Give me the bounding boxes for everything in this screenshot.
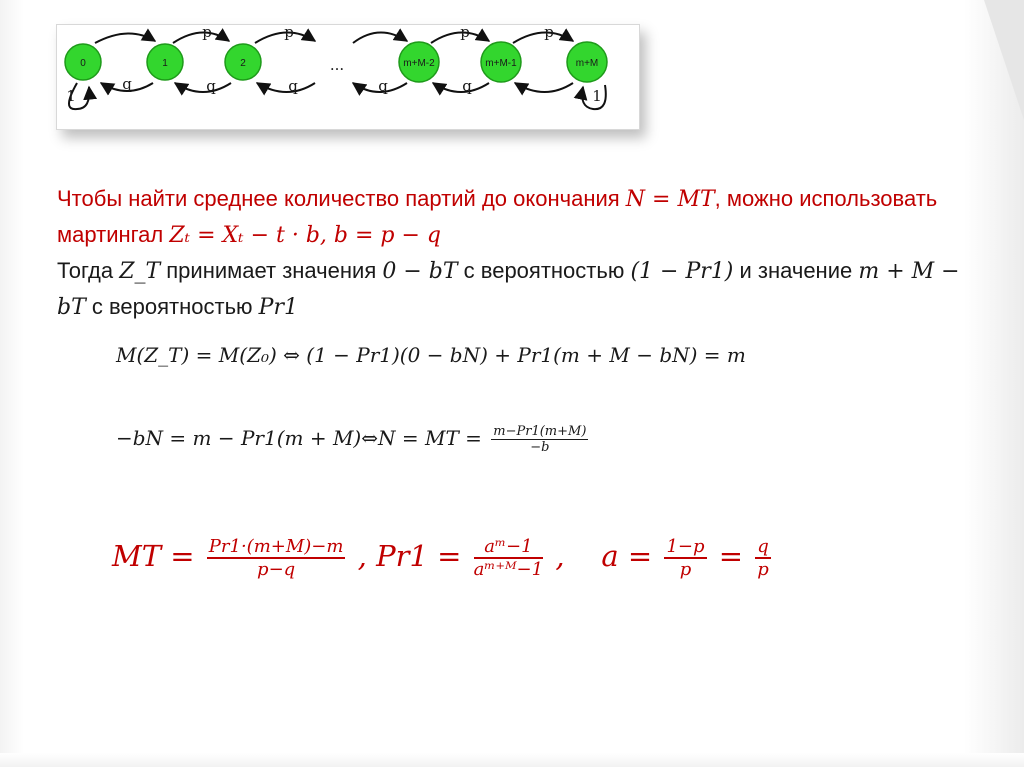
final-a-label: a = [601, 539, 653, 573]
final-fraction-2-den: aᵐ⁺ᴹ−1 [473, 559, 544, 580]
then-formula-value2: m + M − bT [57, 259, 960, 320]
then-paragraph [57, 253, 977, 325]
equation-solve-n-fraction [491, 424, 588, 455]
final-fraction-4-den: p [757, 559, 769, 580]
backward-label-1: q [122, 75, 132, 93]
equation-expectation: M(Z_T) = M(Z₀) ⇔ (1 − Pr1)(0 − bN) + Pr1(m + M − bN) = m [116, 343, 746, 367]
node-1-label: 1 [162, 58, 168, 69]
equation-solve-n-left: −bN = m − Pr1(m + M)⇔N = MT = [116, 426, 482, 450]
fraction-numerator: m−Pr1(m+M) [493, 424, 587, 439]
final-fraction-1-num: Pr1·(m+M)−m [208, 536, 344, 557]
then-text-3: с вероятностью [457, 258, 631, 283]
node-n-label: m+M [575, 58, 599, 69]
then-formula-zt: Z_T [119, 259, 161, 284]
intro-paragraph [57, 181, 957, 253]
markov-chain-svg [57, 25, 639, 129]
then-text-2: принимает значения [160, 258, 383, 283]
then-text-4: и значение [733, 258, 859, 283]
final-fraction-3-den: p [679, 559, 692, 580]
final-separator: , [555, 539, 565, 573]
final-fraction-3 [664, 536, 706, 580]
final-fraction-3-num: 1−p [666, 536, 705, 557]
backward-label-4: q [378, 77, 388, 95]
then-text-5: с вероятностью [85, 294, 259, 319]
backward-label-2: q [206, 77, 216, 95]
node-2-label: 2 [240, 58, 246, 69]
backward-label-5: q [462, 77, 472, 95]
forward-label-4: p [544, 25, 554, 41]
markov-chain-diagram [56, 24, 640, 130]
arrow-backward-dots-2 [257, 83, 315, 92]
intro-text-2: , можно использовать мартингал [57, 186, 938, 247]
then-formula-values: 0 − bT [382, 259, 458, 284]
final-fraction-1-den: p−q [257, 559, 296, 580]
final-lhs: MT = [112, 539, 195, 573]
slide-bottom-shade [0, 753, 1024, 767]
forward-label-2: p [284, 25, 294, 41]
forward-label-3: p [460, 25, 470, 41]
slide-left-shade [0, 0, 24, 767]
slide-corner-fold [984, 0, 1024, 120]
backward-label-3: q [288, 77, 298, 95]
self-loop-label-0: 1 [66, 87, 76, 105]
arrow-forward-dots-n2 [353, 32, 407, 43]
arrow-backward-2-1 [175, 83, 231, 92]
node-n1-label: m+M-1 [485, 58, 517, 69]
self-loop-label-n: 1 [592, 87, 602, 105]
intro-formula-nmt: N = MT [625, 187, 715, 212]
equation-final-result [112, 536, 774, 580]
arrow-backward-n1-n2 [433, 83, 489, 92]
ellipsis-label: ... [329, 56, 345, 74]
arrow-forward-n1-n [513, 32, 573, 43]
node-0-label: 0 [80, 58, 86, 69]
arrow-backward-n-n1 [515, 83, 573, 92]
then-text-1: Тогда [57, 258, 120, 283]
final-equals: = [718, 539, 744, 573]
fraction-denominator: −b [530, 440, 550, 455]
final-fraction-4-num: q [757, 536, 769, 557]
then-formula-prob1: (1 − Pr1) [630, 259, 734, 284]
final-fraction-4 [755, 536, 771, 580]
arrow-forward-1-2 [173, 32, 229, 43]
final-fraction-2 [474, 536, 543, 580]
final-fraction-2-num: aᵐ−1 [474, 536, 543, 559]
node-n2-label: m+M-2 [403, 58, 435, 69]
intro-text-1: Чтобы найти среднее количество партий до окончания [57, 186, 626, 211]
intro-formula-martingale: Zₜ = Xₜ − t · b, b = p − q [169, 223, 441, 248]
equation-solve-n [116, 424, 591, 455]
arrow-forward-0-1 [95, 33, 155, 43]
final-fraction-1 [207, 536, 346, 580]
final-pr1-label: , Pr1 = [357, 539, 462, 573]
forward-label-1: p [202, 25, 212, 41]
then-formula-pr1: Pr1 [258, 295, 298, 320]
